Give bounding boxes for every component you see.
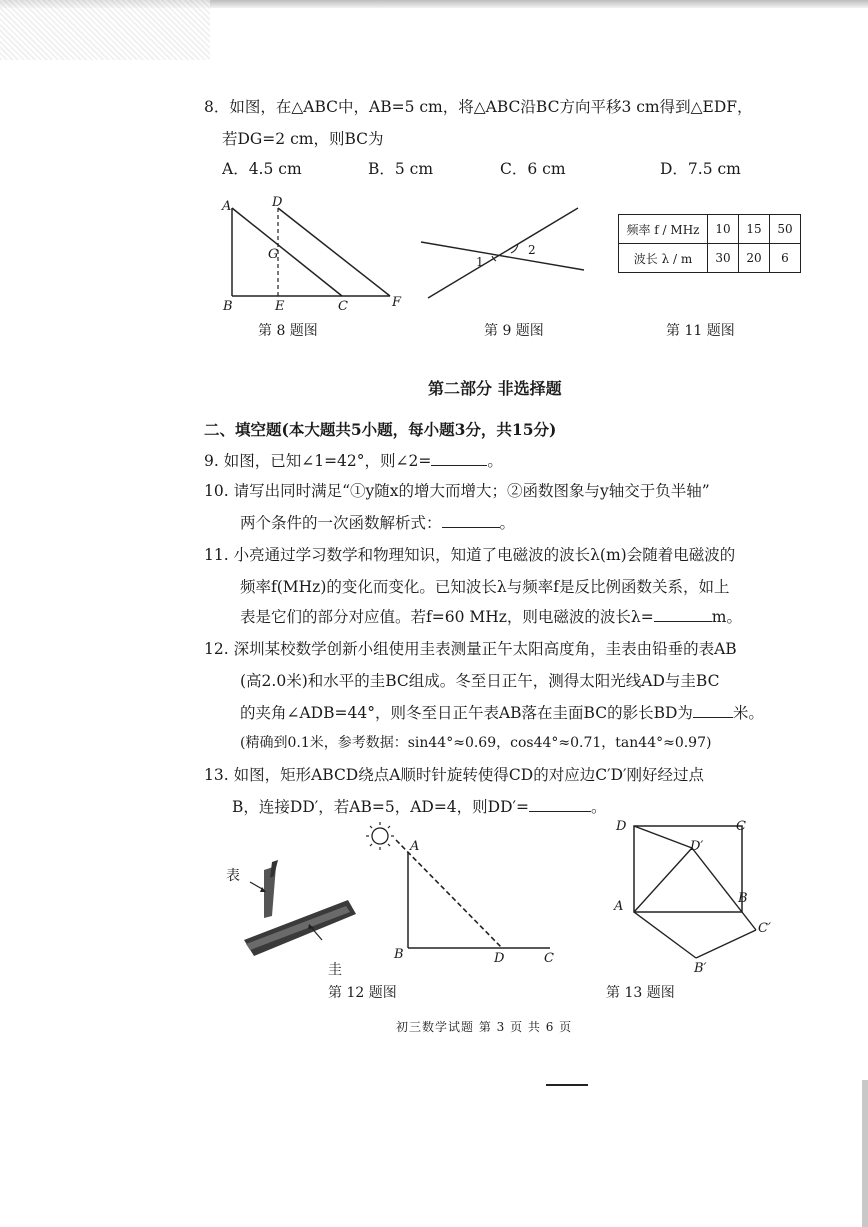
q8-option-c: C．6 cm [500,160,566,178]
fig11-cell: 50 [770,215,801,244]
fig13-label-c: C [736,819,746,834]
q13-text: B，连接DD′，若AB=5，AD=4，则DD′= [232,798,530,816]
q12-answer-blank[interactable] [693,717,733,718]
fig11-header-wavelength: 波长 λ / m [619,244,708,273]
divider [546,1084,588,1086]
fig8-label-b: B [223,299,233,314]
q11-line2: 频率f(MHz)的变化而变化。已知波长λ与频率f是反比例函数关系，如上 [240,578,730,596]
q10-line2 [240,516,515,532]
q11-answer-blank[interactable] [654,621,712,622]
fig11-cell: 15 [739,215,770,244]
fig9-label-2: 2 [528,243,536,257]
fig11-cell: 10 [708,215,739,244]
fig11-cell: 6 [770,244,801,273]
fig13-label-d-prime: D′ [690,839,704,854]
fig13-label-a: A [614,899,624,914]
fig11-row-wavelength [619,244,801,273]
fig11-cell: 30 [708,244,739,273]
sun-icon [372,828,388,844]
q11-line1: 11. 小亮通过学习数学和物理知识，知道了电磁波的波长λ(m)会随着电磁波的 [204,546,736,564]
q8-line1: 8．如图，在△ABC中，AB=5 cm，将△ABC沿BC方向平移3 cm得到△EDF， [204,98,753,116]
q12-line4: (精确到0.1米，参考数据：sin44°≈0.69，cos44°≈0.71，tan44°≈0.97) [240,735,712,751]
q8-line2: 若DG=2 cm，则BC为 [222,130,384,148]
q9-answer-blank[interactable] [431,465,487,466]
q10-text: 两个条件的一次函数解析式： [240,514,442,532]
fig11-caption: 第 11 题图 [666,323,735,339]
fig13-caption: 第 13 题图 [606,985,675,1001]
page-footer: 初三数学试题 第 3 页 共 6 页 [396,1020,573,1034]
q8-option-a: A．4.5 cm [222,160,302,178]
q12-end: 米。 [732,704,764,722]
q9-text: 9. 如图，已知∠1=42°，则∠2= [204,452,432,470]
q9-end: 。 [487,452,503,470]
fig8-label-a: A [222,199,232,214]
fig12-label-c: C [544,951,554,966]
q12-line3 [240,706,764,722]
q10-end: 。 [499,514,516,532]
fig8-caption: 第 8 题图 [258,323,318,339]
q13-line1: 13. 如图，矩形ABCD绕点A顺时针旋转使得CD的对应边C′D′刚好经过点 [204,766,705,784]
q9-line [204,454,503,470]
q12-line1: 12. 深圳某校数学创新小组使用圭表测量正午太阳高度角，圭表由铅垂的表AB [204,640,737,658]
fig8-label-d: D [272,195,283,210]
q11-end: m。 [711,608,742,626]
figure-12-diagram [360,820,560,970]
q13-answer-blank[interactable] [529,811,591,812]
q13-line2 [232,800,607,816]
fig12-label-a: A [410,839,420,854]
fig9-caption: 第 9 题图 [484,323,544,339]
q13-end: 。 [591,798,607,816]
q10-line1: 10. 请写出同时满足“①y随x的增大而增大；②函数图象与y轴交于负半轴” [204,482,710,500]
figure-9 [418,204,588,304]
fig13-label-b: B [738,891,748,906]
scan-right-edge [862,1080,868,1227]
q12-text: 的夹角∠ADB=44°，则冬至日正午表AB落在圭面BC的影长BD为 [240,704,693,722]
fig12-label-b: B [394,947,404,962]
fig13-label-b-prime: B′ [694,961,707,976]
figure-13 [610,810,790,980]
q8-option-b: B．5 cm [368,160,434,178]
fig11-table [618,214,801,273]
fig11-row-frequency [619,215,801,244]
fig9-label-1: 1 [476,255,484,269]
q11-line3 [240,610,742,626]
fig11-cell: 20 [739,244,770,273]
fig12-label-biao: 表 [226,868,240,884]
fig12-caption: 第 12 题图 [328,985,397,1001]
section2-title: 二、填空题(本大题共5小题，每小题3分，共15分) [204,420,557,439]
part2-title: 第二部分 非选择题 [428,379,562,398]
fig8-label-c: C [338,299,348,314]
fig8-label-f: F [392,295,402,310]
fig11-header-frequency: 频率 f / MHz [619,215,708,244]
fig8-label-g: G [268,247,279,262]
q10-answer-blank[interactable] [442,527,500,528]
scan-noise [0,0,210,60]
fig12-label-d: D [494,951,505,966]
fig12-label-gui: 圭 [328,962,342,978]
figure-8 [220,196,410,316]
fig8-label-e: E [275,299,285,314]
q11-text: 表是它们的部分对应值。若f=60 MHz，则电磁波的波长λ= [240,608,654,626]
q8-option-d: D．7.5 cm [660,160,741,178]
figure-12-photo [226,856,366,986]
fig13-label-d: D [616,819,627,834]
q12-line2: (高2.0米)和水平的圭BC组成。冬至日正午，测得太阳光线AD与圭BC [240,672,720,690]
fig13-label-c-prime: C′ [758,921,771,936]
